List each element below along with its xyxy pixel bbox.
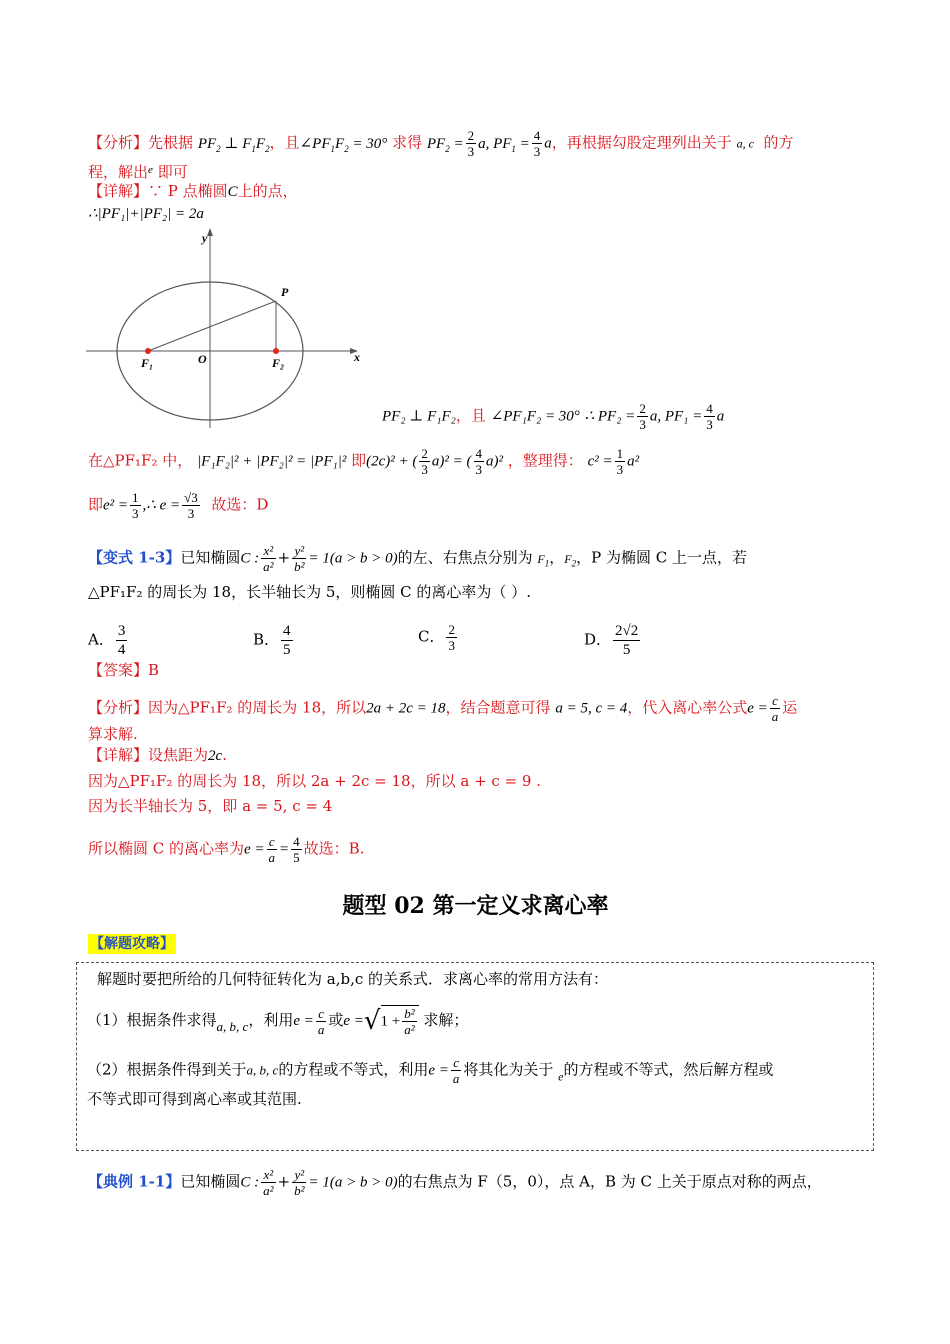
analysis1-line1: 【分析】先根据 $PF_2$ ⊥ $F_1F_2$，且$\angle PF_1F_2 = 30^\circ$ 求得 $PF_2$ = $\frac{2}{3}$ a, $PF_1$ = $\frac{4}{3}$ a，再根据勾股定理列出关于 a, c 的方: [88, 128, 794, 159]
variant-line2: △PF₁F₂ 的周长为 18，长半轴长为 5，则椭圆 C 的离心率为（ ）.: [88, 583, 531, 601]
axis-x-label: x: [354, 350, 360, 364]
option-d[interactable]: D． $\frac{2√2}{5}$: [584, 623, 639, 658]
variant-tag: 【变式 1-3】: [88, 548, 181, 567]
detail1-line3: PF₂ ⊥ F₁F₂，且 ∠PF₁F₂ = 30° ∴ PF₂ = $\frac{2}{3}$ a, PF₁ = $\frac{4}{3}$ a: [382, 401, 725, 432]
detail2-line2: 因为△PF₁F₂ 的周长为 18，所以 2a + 2c = 18，所以 a + c = 9 .: [88, 772, 541, 790]
box-line2: （1）根据条件求得a, b, c，利用e = $\frac{c}{a}$ 或e =√1 + $\frac{\text{b²}}{\text{a²}}$ 求解；: [87, 1005, 469, 1037]
analysis2-line2: 算求解.: [88, 725, 138, 743]
option-b[interactable]: B． $\frac{4}{5}$: [253, 623, 291, 658]
axis-y-label: y: [202, 231, 208, 245]
variant-line1: 【变式 1-3】已知椭圆C : $\frac{\text{x²}}{\text{a²}}$ + $\frac{\text{y²}}{\text{b²}}$ = 1(a > b > 0)的左、右焦点分别为 $F_1$，$F_2$，P 为椭圆 C 上一点，若: [88, 543, 747, 574]
detail2-line4: 所以椭圆 C 的离心率为e = $\frac{c}{a}$ = $\frac{4}{5}$ 故选：B.: [88, 834, 365, 865]
option-a[interactable]: A． $\frac{3}{4}$: [88, 623, 126, 658]
analysis2-line1: 【分析】因为△PF₁F₂ 的周长为 18，所以2a + 2c = 18，结合题意可得 a = 5, c = 4，代入离心率公式e = $\frac{c}{a}$ 运: [88, 693, 798, 724]
strategy-tag: 【解题攻略】: [90, 936, 174, 952]
focus-f2-label: F₂: [272, 356, 285, 370]
detail1-line1: 【详解】∵ P 点椭圆C上的点，: [88, 182, 298, 200]
point-p-label: P: [281, 285, 289, 299]
detail1-line4: 在△PF₁F₂ 中， |F₁F₂|² + |PF₂|² = |PF₁|² 即(2c)² + ( $\frac{2}{3}$ a)² = ( $\frac{4}{3}$ a)² ，整理得： c² = $\frac{1}{3}$ a²: [88, 446, 640, 477]
strategy-box: [76, 962, 874, 1151]
box-line4: 不等式即可得到离心率或其范围.: [87, 1090, 302, 1108]
analysis-tag: 【分析】: [88, 133, 149, 152]
box-line3: （2）根据条件得到关于a, b, c的方程或不等式，利用e = $\frac{c}{a}$ 将其化为关于 $_e$的方程或不等式，然后解方程或: [87, 1055, 774, 1086]
ellipse-figure: [84, 224, 364, 430]
detail1-eq1: ∴|PF₁|+|PF₂| = 2a: [88, 206, 204, 222]
detail2-line3: 因为长半轴长为 5，即 a = 5, c = 4: [88, 797, 333, 815]
choice-d: 故选：D: [211, 495, 269, 514]
detail1-line5: 即e² = $\frac{1}{3}$ ,∴ e = $\frac{√3}{3}$ 故选：D: [88, 490, 269, 521]
detail2-line1: 【详解】设焦距为2c.: [88, 746, 227, 764]
focus-f1-label: F₁: [141, 356, 154, 370]
box-line1: 解题时要把所给的几何特征转化为 a,b,c 的关系式．求离心率的常用方法有：: [97, 970, 609, 988]
origin-label: O: [198, 352, 207, 366]
section-title: 题型 02 第一定义求离心率: [342, 893, 609, 919]
option-c[interactable]: C． $\frac{2}{3}$: [418, 622, 455, 653]
example-line1: 【典例 1-1】已知椭圆C : $\frac{\text{x²}}{\text{a²}}$ + $\frac{\text{y²}}{\text{b²}}$ = 1(a > b > 0)的右焦点为 F（5，0），点 A，B 为 C 上关于原点对称的两点，: [88, 1167, 822, 1198]
example-tag: 【典例 1-1】: [88, 1172, 181, 1191]
answer-line: 【答案】B: [88, 661, 160, 679]
analysis1-line2: 程，解出$^e$ 即可: [88, 163, 188, 181]
answer-value: B: [148, 661, 160, 679]
